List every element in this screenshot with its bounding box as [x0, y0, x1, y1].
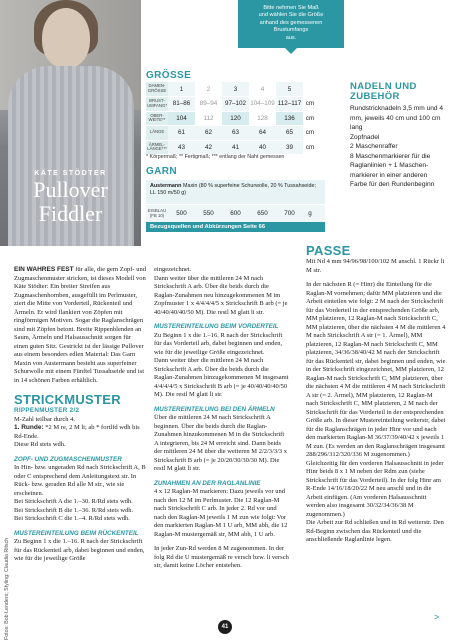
- table-row: BRUST-UMFANG* 81–86 89–94 97–102 104–109 112–117 cm: [146, 97, 317, 112]
- table-row: LÄNGE 61 62 63 64 65 cm: [146, 126, 317, 141]
- continue-arrow-icon: >: [434, 612, 440, 622]
- sources-link[interactable]: Bezugsquellen und Abkürzungen Seite 66: [146, 222, 325, 232]
- title-block: [0, 170, 141, 225]
- model-face: [42, 8, 90, 68]
- column-2: eingezeichnet. Dann weiter über die mittleren 24 M nach Strickschrift A arb. Über die beids durch die Raglan-Zunahmen neu hinzugekommenen M im Zopfmuster 1 x 4/4/4/4/5 x Strickschrift B arb (= je 40/40/40/40/50 M). Die restl M glatt li str. MUSTEREINTEILUNG BEIM VORDERTEIL Zu Beginn 1 x die 1.–16. R nach der Strickschrift für das Vorderteil arb, dabei beginnen und enden, wie für die jeweilige Größe eingezeichnet. Dann weiter über die mittleren 24 M nach Strickschrift A arb. Über die beids durch die Raglan-Zunahmen hinzugekommenen M insgesamt 4/4/4/4/5 x Strickschrift B arb (= je 40/40/40/40/50 M). Die restl M glatt li str. MUSTEREINTEILUNG BEI DEN ÄRMELN Über die mittleren 24 M nach Strickschrift A beginnen. Über die beids durch die Raglan-Zunahmen hinzukommenen M in die Strickschrift A integrieren, bis 24 M erreicht sind. Dann beids der mittleren 24 M über die weiteren M 2/2/3/3/3 x Strickschrift B arb (= je 20/20/30/30/30 M). Die restl M glatt li str. ZUNAHMEN AN DER RAGLANLINIE 4 x 12 Raglan-M markieren: Dazu jeweils vor und nach den 12 M im Perlmuster. Die 12 Raglan-M nach Strickschrift C arb. In jeder 2. Rd vor und nach den Raglan-M jeweils 1 M zun wie folgt: Vor den markierten Raglan-M 1 U arb, MM abh, die 12 Raglan-M mustergemäß str, MM abh, 1 U arb. In jeder Zun-Rd werden 8 M zugenommen. In der folg Rd die U mustergemäß re versch bzw. li versch str, damit keine Löcher entstehen.: [154, 266, 289, 569]
- intro-lead: EIN WAHRES FEST: [14, 266, 74, 273]
- garn-heading: GARN: [146, 166, 178, 177]
- size-table: [146, 82, 317, 155]
- pattern-title-2: Fiddler: [38, 201, 103, 226]
- garn-table: [146, 180, 325, 222]
- designer-name: KÄTE STÖDTER: [34, 170, 107, 177]
- garn-description: Austermann Maxin (80 % superfeine Schurwolle, 20 % Tussahseide; LL 150 m/50 g): [146, 180, 325, 204]
- column-1: EIN WAHRES FEST für alle, die gern Zopf- und Zugmaschenmuster stricken, ist dieses Modell von Käte Stödter: Ein breiter Streifen aus Zugmaschenhornben, ausgefüllt im Perlmuster, ziert die Mitte von Vorderteil, Rückenteil und Ärmeln. Er wird flankiert von Zöpfen mit ringförmigen Motiven. Sogar die Raglanschrägen sind mit Zöpfen betont. Breite Rippenblenden an Saum, Ärmeln und Halsausschnitt sorgen für einen guten Sitz. Gestrickt ist der lässige Pullover aus einem besonders edlen Material: Das Garn Maxin von Austermann besteht aus superfeiner Schurwolle mit einem Fünftel Tussahseide und ist in 14 schönen Farben erhältlich. STRICKMUSTER RIPPENMUSTER 2/2 M-Zahl teilbar durch 4. 1. Runde: *2 M re, 2 M li; ab * fortlfd wdh bis Rd-Ende. Diese Rd stets wdh. ZOPF- UND ZUGMASCHENMUSTER In Hin- bzw. ungeraden Rd nach Strickschrift A, B oder C entsprechend dem Anleitungstext str. In Rück- bzw. geraden Rd alle M str., wie sie erscheinen. Bei Strickschrift A die 1.–30. R/Rd stets wdh. Bei Strickschrift B die 1.–36. R/Rd stets wdh. Bei Strickschrift C die 1.–4. R/Rd stets wdh. MUSTEREINTEILUNG BEIM RÜCKENTEIL Zu Beginn 1 x die 1.–16. R nach der Strickschrift für das Rückenteil arb, dabei beginnen und enden, wie für die jeweilige Größe: [14, 266, 146, 562]
- column-3: PASSE Mit Nd 4 mm 94/96/98/100/102 M anschl. 1 Rückr li M str. In der nächsten R (= Hinr) die Einteilung für die Raglan-M vornehmen; dafür MM platzieren und die Arbeit einteilen wie folgt: 2 M nach der Strickschrift für das Vorderteil in der entsprechenden Größe arb, MM platzieren, 12 Raglan-M nach Strickschrift C, MM platzieren, über die nächsten 4 M die mittleren 4 M nach Strickschrift A str (= 1. Ärmel), MM platzieren, 12 Raglan-M nach Strickschrift C, MM platzieren, 34/36/38/40/42 M nach der Strickschrift für das Rückenteil str, dabei beginnen und enden, wie in der Strickschrift eingezeichnet, MM platzieren, 12 Raglan-M nach Strickschrift C, MM platzieren, über die nächsten 4 M die mittleren 4 M nach Strickschrift A str (= 2. Ärmel), MM platzieren, 12 Raglan-M nach Strickschrift C, MM platzieren, 2 M nach der Strickschrift für das Vorderteil in der entsprechenden Größe arb. In dieser Mustereinteilung weiterstr, dabei für die Raglanschrägen in jeder Hinr vor und nach den markierten Raglan-M 36/37/39/40/42 x jeweils 1 M zun. (Es werden an den Raglanschrägen insgesamt 288/296/312/320/336 M zugenommen.) Gleichzeitig für den vorderen Halsausschnitt in jeder Hinr beids 8 x 1 M neben der Rdm zun (siehe Strickschrift für das Vorderteil). In der folg Hinr am R-Ende 14/16/18/20/22 M neu anschl und in die Arbeit einfügen. (Am vorderen Halsausschnitt werden also insgesamt 30/32/34/36/38 M zugenommen.) Die Arbeit zur Rd schließen und in Rd weiterstr. Den Rd-Beginn zwischen das Rückenteil und die anschließende Raglanlinie legen.: [306, 243, 446, 543]
- needles-heading: NADELN UND ZUBEHÖR: [350, 81, 417, 102]
- table-row: ÄRMEL-LÄNGE*** 43 42 41 40 39 cm: [146, 140, 317, 155]
- table-row: OBER-WEITE** 104 112 120 128 136 cm: [146, 111, 317, 126]
- table-row: DAMEN-GRÖSSE 1 2 3 4 5: [146, 82, 317, 97]
- needles-box: NADELN UND ZUBEHÖR Rundstricknadeln 3,5 mm und 4 mm, jeweils 40 cm und 100 cm lang Zopfnadel 2 Maschenraffer 8 Maschenmarkierer für die Raglanlinien + 1 Maschenmarkierer in einer anderen Farbe für den Rundenbeginn: [350, 82, 446, 190]
- pattern-title-1: Pullover: [33, 177, 108, 202]
- photo-credit: Fotos: Bob Lenders; Styling: Claudia Ritsch: [4, 537, 10, 640]
- size-heading: GRÖSSE: [146, 70, 192, 81]
- size-footnote: * Körpermaß; ** Fertigmaß; *** entlang der Naht gemessen: [146, 154, 285, 160]
- hero-photo: [0, 0, 141, 246]
- strickmuster-heading: STRICKMUSTER: [14, 392, 121, 407]
- garn-row: EISBLAU (FB 10) 500 550 600 650 700 g: [146, 205, 325, 222]
- page-number: 41: [218, 620, 232, 634]
- size-hint-callout: Bitte nehmen Sie Maß und wählen Sie die Größe anhand des gemessenen Brustumfangs aus.: [238, 0, 344, 48]
- passe-heading: PASSE: [306, 243, 351, 258]
